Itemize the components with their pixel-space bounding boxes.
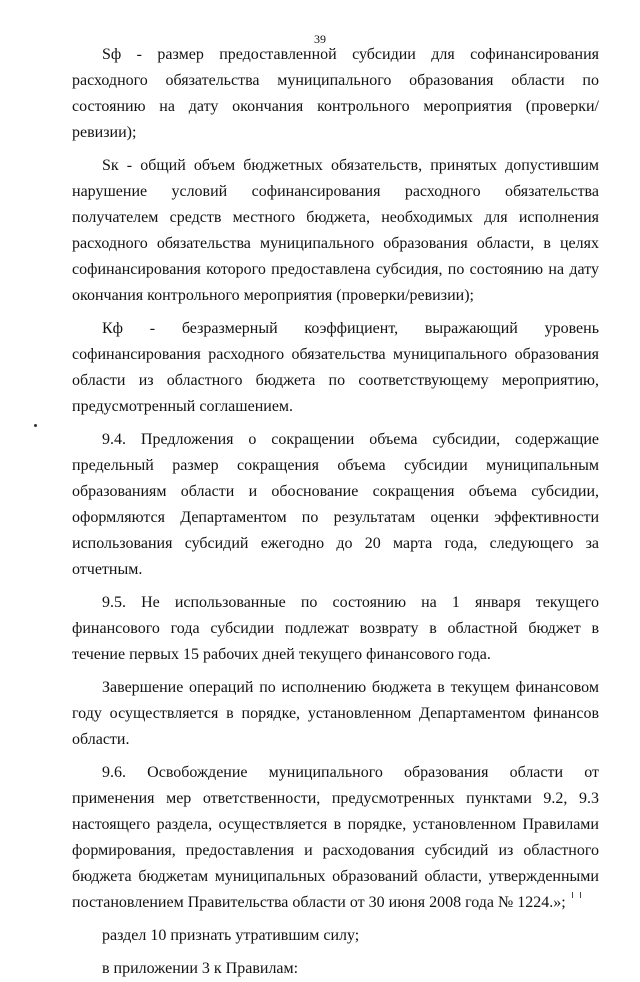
paragraph-appendix-3: в приложении 3 к Правилам: — [102, 960, 299, 977]
paragraph-sk-definition: Sк - общий объем бюджетных обязательств, принятых допустившим нарушение условий софинансирования расходного обязательства получателем средств местного бюджета, необходимых для исполнения расходного обязательства муниципального образования области, в целях софинансирования которого предоставлена субсидия, по состоянию на дату окончания контрольного мероприятия (проверки/ревизии); — [72, 157, 599, 304]
paragraph-budget-completion: Завершение операций по исполнению бюджета в текущем финансовом году осуществляется в порядке, установленном Департаментом финансов области. — [72, 679, 599, 748]
paragraph-9-6: 9.6. Освобождение муниципального образования области от применения мер ответственности, предусмотренных пунктами 9.2, 9.3 настоящего раздела, осуществляется в порядке, установленном Правилами формирования, предоставления и расходования субсидий из областного бюджета бюджетам муниципальных образований области, утвержденными постановлением Правительства области от 30 июня 2008 года № 1224.»; — [72, 764, 599, 911]
paragraph-sf-definition: Sф - размер предоставленной субсидии для софинансирования расходного обязательства муниципального образования области по состоянию на дату окончания контрольного мероприятия (проверки/ревизии); — [72, 46, 599, 141]
corner-mark-right — [580, 892, 581, 898]
paragraph-9-5: 9.5. Не использованные по состоянию на 1 января текущего финансового года субсидии подлежат возврату в областной бюджет в течение первых 15 рабочих дней текущего финансового года. — [72, 594, 599, 663]
paragraph-kf-definition: Кф - безразмерный коэффициент, выражающий уровень софинансирования расходного обязательства муниципального образования области из областного бюджета по соответствующему мероприятию, предусмотренный соглашением. — [72, 320, 599, 415]
corner-mark-left — [572, 892, 573, 898]
document-body — [72, 42, 599, 982]
paragraph-9-4: 9.4. Предложения о сокращении объема субсидии, содержащие предельный размер сокращения объема субсидии муниципальным образованиям области и обоснование сокращения объема субсидии, оформляются Департаментом по результатам оценки эффективности использования субсидий ежегодно до 20 марта года, следующего за отчетным. — [72, 431, 599, 578]
paragraph-section-10: раздел 10 признать утратившим силу; — [102, 927, 360, 944]
margin-mark — [34, 424, 37, 427]
page-number: 39 — [314, 32, 326, 46]
